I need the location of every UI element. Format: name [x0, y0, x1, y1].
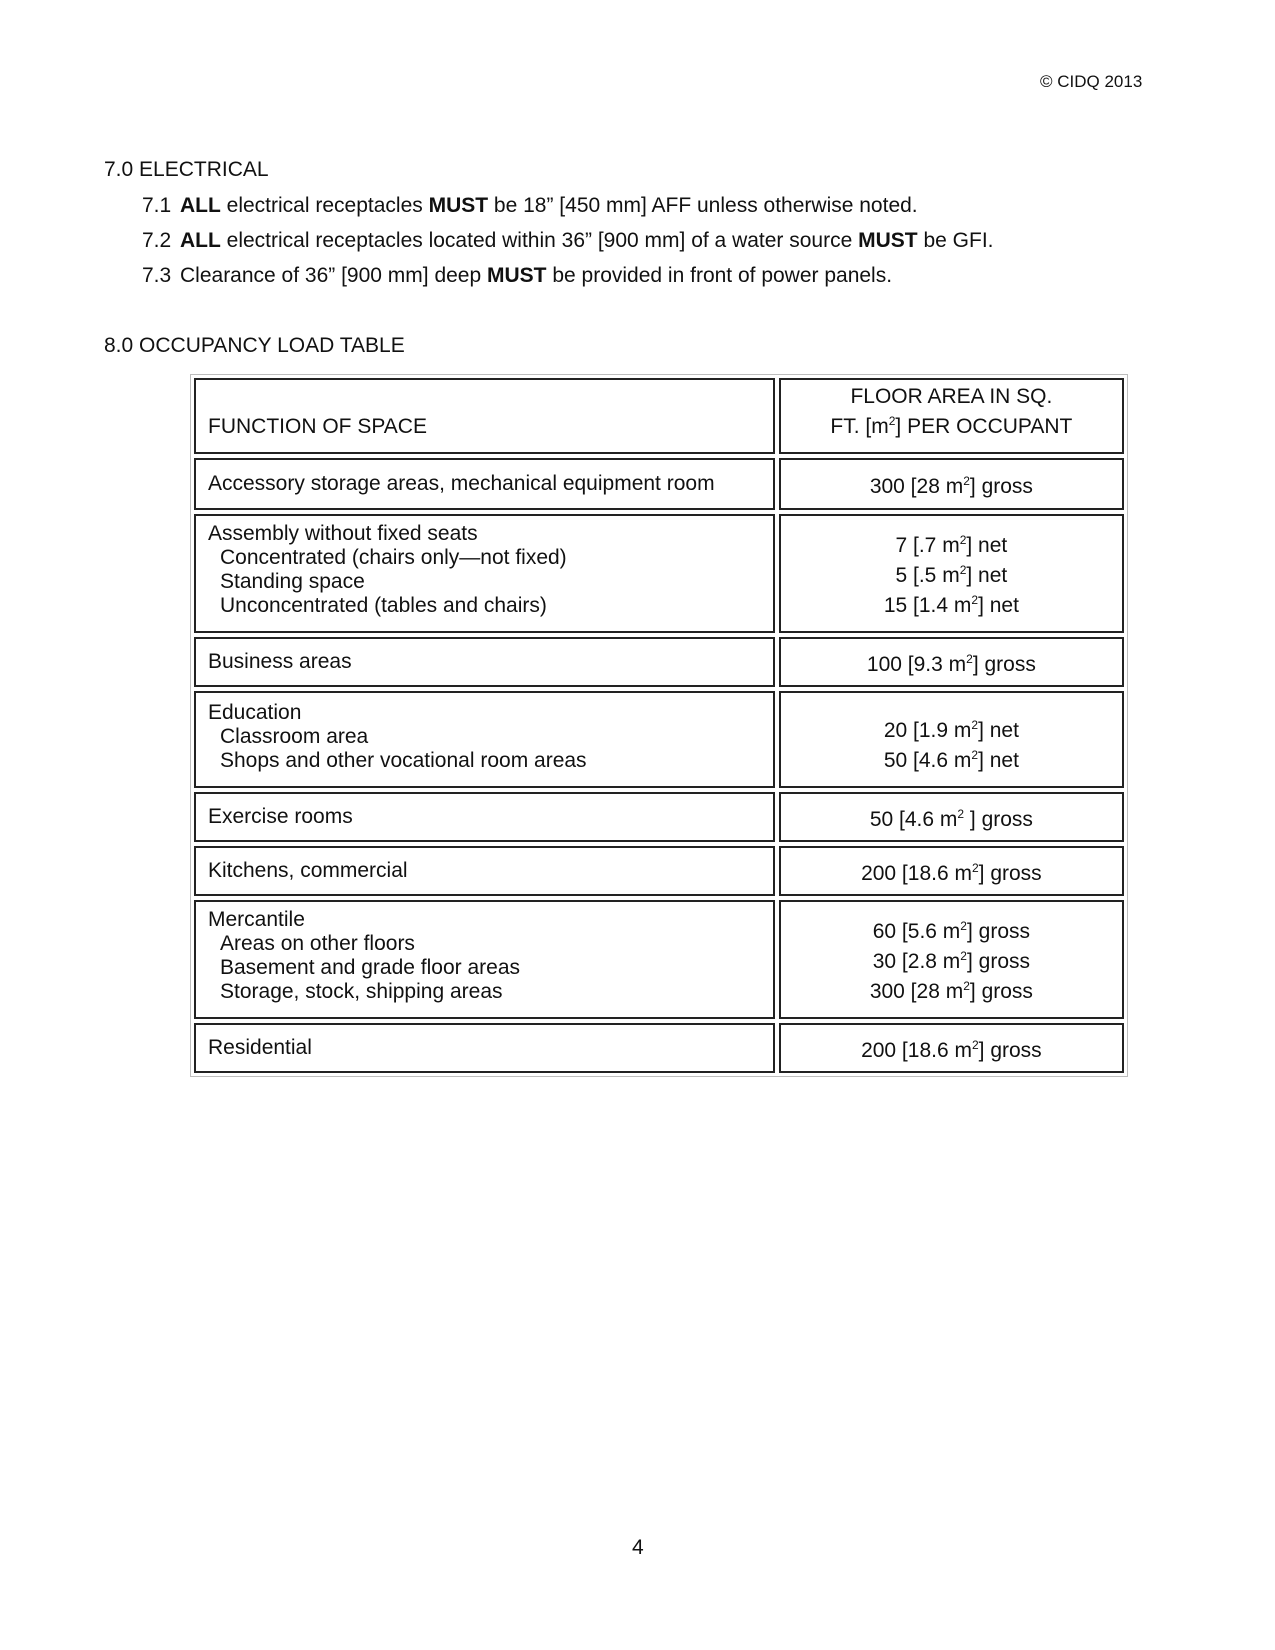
floor-area-cell: [779, 637, 1124, 687]
floor-area-value: 20 [1.9 $m^2$] net: [883, 718, 1019, 742]
electrical-item-7-1: [142, 194, 918, 218]
item-number: 7.2: [142, 229, 172, 252]
table-body: [194, 458, 1124, 1073]
page-number: 4: [632, 1536, 644, 1559]
function-main: Accessory storage areas, mechanical equipment room: [208, 472, 715, 495]
floor-area-cell: [779, 1023, 1124, 1073]
header-cell-floor-area: [779, 378, 1124, 454]
function-cell: [194, 637, 775, 687]
item-bold-all: ALL: [180, 194, 221, 217]
table-row: [194, 1023, 1124, 1073]
function-main: Business areas: [208, 650, 352, 673]
floor-area-cell: [779, 792, 1124, 842]
function-main: Residential: [208, 1036, 312, 1059]
function-sub: Unconcentrated (tables and chairs): [220, 594, 547, 617]
table-row: [194, 691, 1124, 788]
floor-area-value: 5 [.5 $m^2$] net: [895, 563, 1008, 587]
floor-area-cell: [779, 900, 1124, 1019]
floor-area-value: 50 [4.6 $m^2$] net: [883, 748, 1019, 772]
item-text: be provided in front of power panels.: [546, 264, 893, 287]
function-main: Exercise rooms: [208, 805, 353, 828]
item-text: electrical receptacles: [220, 194, 429, 217]
item-bold-all: ALL: [180, 229, 221, 252]
electrical-item-7-2: [142, 229, 993, 253]
item-text: electrical receptacles located within 36” [900 mm] of a water source: [220, 229, 859, 252]
floor-area-value: 200 [18.6 $m^2$] gross: [861, 861, 1042, 885]
function-sub: Concentrated (chairs only—not fixed): [220, 546, 567, 569]
function-sub: Shops and other vocational room areas: [220, 749, 587, 772]
function-main: Kitchens, commercial: [208, 859, 408, 882]
function-cell: [194, 792, 775, 842]
item-number: 7.1: [142, 194, 172, 217]
floor-area-cell: [779, 846, 1124, 896]
occupancy-load-table: [190, 374, 1128, 1077]
function-cell: [194, 1023, 775, 1073]
floor-area-cell: [779, 691, 1124, 788]
floor-area-value: 15 [1.4 $m^2$] net: [883, 593, 1019, 617]
function-cell: [194, 691, 775, 788]
floor-area-cell: [779, 514, 1124, 633]
function-main: Mercantile: [208, 908, 305, 931]
function-sub: Basement and grade floor areas: [220, 956, 521, 979]
item-text: be GFI.: [917, 229, 994, 252]
item-bold-must: MUST: [428, 194, 489, 217]
header-function-label: FUNCTION OF SPACE: [208, 415, 427, 438]
table-header-row: [194, 378, 1124, 454]
table-row: [194, 846, 1124, 896]
item-text: be 18” [450 mm] AFF unless otherwise noted.: [488, 194, 918, 217]
item-bold-must: MUST: [487, 264, 547, 287]
floor-area-cell: [779, 458, 1124, 510]
header-cell-function: [194, 378, 775, 454]
floor-area-value: 200 [18.6 $m^2$] gross: [861, 1038, 1042, 1062]
item-bold-must: MUST: [858, 229, 918, 252]
function-cell: [194, 458, 775, 510]
function-cell: [194, 514, 775, 633]
function-sub: Classroom area: [220, 725, 369, 748]
function-sub: Storage, stock, shipping areas: [220, 980, 503, 1003]
floor-area-value: 60 [5.6 $m^2$] gross: [872, 919, 1031, 943]
table-row: [194, 900, 1124, 1019]
item-text: Clearance of 36” [900 mm] deep: [180, 264, 488, 287]
header-floor-area-line2: FT. $[m^2]$ PER OCCUPANT: [830, 414, 1073, 438]
header-floor-area-line1: FLOOR AREA IN SQ.: [850, 385, 1053, 408]
copyright-notice: © CIDQ 2013: [1040, 72, 1143, 91]
table-row: [194, 792, 1124, 842]
floor-area-value: 7 [.7 $m^2$] net: [895, 533, 1008, 557]
function-main: Assembly without fixed seats: [208, 522, 478, 545]
floor-area-value: 30 [2.8 $m^2$] gross: [872, 949, 1031, 973]
electrical-item-7-3: [142, 264, 892, 288]
function-sub: Areas on other floors: [220, 932, 415, 955]
function-cell: [194, 900, 775, 1019]
floor-area-value: 50 [4.6 $m^2$ ] gross: [869, 807, 1033, 831]
table-row: [194, 458, 1124, 510]
item-number: 7.3: [142, 264, 172, 287]
section-title-electrical: 7.0 ELECTRICAL: [104, 158, 269, 181]
floor-area-value: 300 [28 $m^2$] gross: [869, 474, 1033, 498]
floor-area-value: 100 [9.3 $m^2$] gross: [866, 652, 1036, 676]
floor-area-value: 300 [28 $m^2$] gross: [869, 979, 1033, 1003]
table-row: [194, 637, 1124, 687]
section-title-occupancy: 8.0 OCCUPANCY LOAD TABLE: [104, 334, 405, 357]
function-main: Education: [208, 701, 302, 724]
table-row: [194, 514, 1124, 633]
function-cell: [194, 846, 775, 896]
function-sub: Standing space: [220, 570, 365, 593]
